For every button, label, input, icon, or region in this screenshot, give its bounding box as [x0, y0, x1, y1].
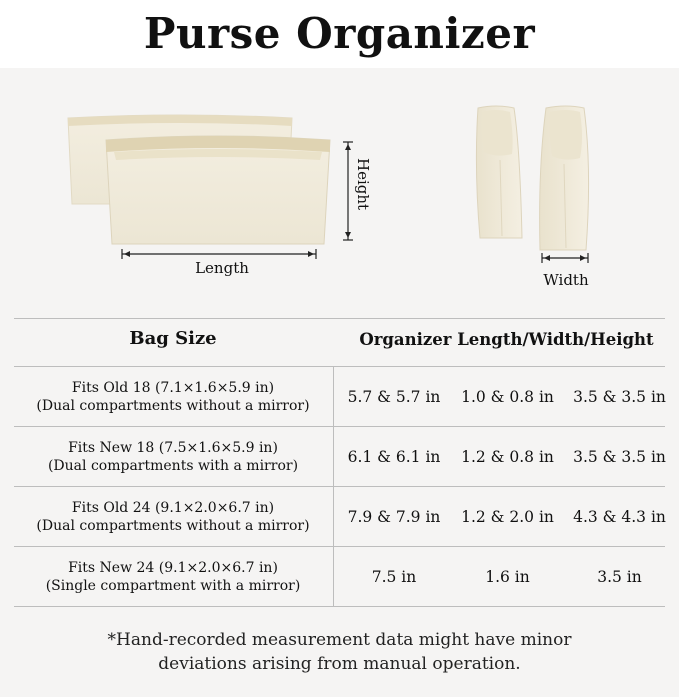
- width-value: 1.0 & 0.8 in: [461, 388, 554, 406]
- footnote-line-2: deviations arising from manual operation.: [158, 654, 521, 674]
- organizer-dims-header: Organizer Length/Width/Height: [359, 330, 654, 349]
- bag-size-cell: [14, 368, 332, 426]
- bag-fit: Fits New 24 (9.1×2.0×6.7 in): [68, 560, 278, 576]
- organizer-side-right-image: [540, 106, 589, 250]
- height-arrow-icon: [343, 142, 353, 240]
- width-value: 1.2 & 0.8 in: [461, 448, 554, 466]
- header-divider: [14, 366, 665, 367]
- bag-size-cell: [14, 488, 332, 546]
- table-row: [0, 488, 679, 546]
- measurement-footnote: [0, 628, 679, 676]
- page-title: Purse Organizer: [143, 8, 536, 58]
- length-value: 5.7 & 5.7 in: [347, 388, 441, 406]
- bag-size-cell: [14, 428, 332, 486]
- width-arrow-icon: [542, 253, 588, 263]
- height-value: 3.5 in: [597, 568, 642, 586]
- width-label: Width: [543, 271, 589, 289]
- row-divider: [14, 486, 665, 487]
- info-panel: [0, 68, 679, 697]
- width-value: 1.6 in: [485, 568, 530, 586]
- length-value: 6.1 & 6.1 in: [347, 448, 441, 466]
- length-arrow-icon: [122, 249, 316, 259]
- bag-note: (Dual compartments without a mirror): [36, 398, 310, 414]
- bag-note: (Dual compartments without a mirror): [36, 518, 310, 534]
- row-divider: [14, 546, 665, 547]
- footnote-line-1: *Hand-recorded measurement data might have minor: [107, 630, 572, 650]
- table-bottom-divider: [14, 606, 665, 607]
- product-dimension-illustration: [0, 68, 679, 318]
- width-value: 1.2 & 2.0 in: [461, 508, 554, 526]
- length-label: Length: [195, 259, 249, 277]
- table-top-divider: [14, 318, 665, 319]
- height-value: 3.5 & 3.5 in: [573, 448, 666, 466]
- bag-fit: Fits New 18 (7.5×1.6×5.9 in): [68, 440, 278, 456]
- height-value: 4.3 & 4.3 in: [573, 508, 666, 526]
- bag-fit: Fits Old 24 (9.1×2.0×6.7 in): [71, 500, 275, 516]
- bag-fit: Fits Old 18 (7.1×1.6×5.9 in): [71, 380, 275, 396]
- row-divider: [14, 426, 665, 427]
- bag-size-cell: [14, 548, 332, 606]
- height-value: 3.5 & 3.5 in: [573, 388, 666, 406]
- table-row: [0, 368, 679, 426]
- bag-size-header: Bag Size: [129, 328, 217, 349]
- bag-note: (Single compartment with a mirror): [45, 578, 301, 594]
- length-value: 7.9 & 7.9 in: [347, 508, 441, 526]
- bag-note: (Dual compartments with a mirror): [47, 458, 299, 474]
- organizer-side-left-image: [476, 106, 522, 238]
- table-row: [0, 548, 679, 606]
- length-value: 7.5 in: [371, 568, 417, 586]
- organizer-front-image: [106, 136, 330, 244]
- table-row: [0, 428, 679, 486]
- height-label: Height: [354, 158, 372, 211]
